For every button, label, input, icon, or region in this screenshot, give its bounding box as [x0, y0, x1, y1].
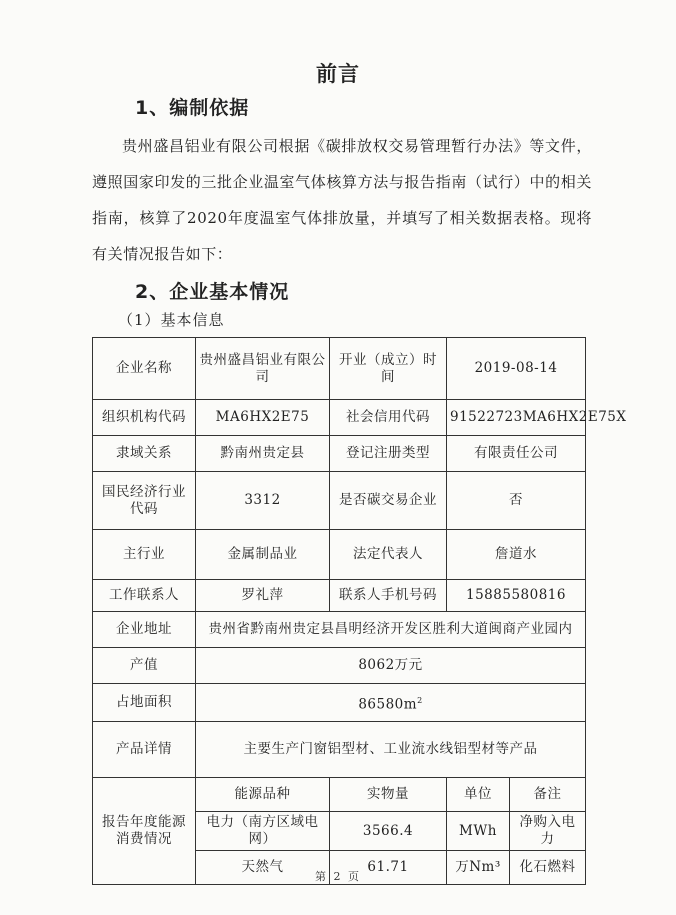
- energy-header-type: 能源品种: [196, 778, 330, 812]
- phone-value: 15885580816: [447, 580, 586, 612]
- founded-value: 2019-08-14: [447, 338, 586, 400]
- page-number: 2: [333, 870, 343, 883]
- energy-header-amount: 实物量: [330, 778, 447, 812]
- phone-label: 联系人手机号码: [330, 580, 447, 612]
- energy-note: 化石燃料: [510, 851, 586, 885]
- page-footer: [0, 868, 676, 884]
- table-row: [93, 436, 586, 472]
- subsection-heading: （1）基本信息: [118, 311, 225, 329]
- company-info-table: [92, 337, 627, 885]
- table-row: [93, 580, 586, 612]
- main-industry-label: 主行业: [93, 530, 196, 580]
- industry-code-label: 国民经济行业代码: [93, 472, 196, 530]
- table-row: [93, 400, 586, 436]
- table-row: [93, 472, 586, 530]
- energy-amount: 61.71: [330, 851, 447, 885]
- energy-label: 报告年度能源消费情况: [93, 778, 196, 885]
- table-row: [93, 648, 586, 684]
- energy-unit: 万Nm³: [447, 851, 510, 885]
- section-heading-company: 2、企业基本情况: [135, 281, 290, 303]
- credit-code-value: 91522723MA6HX2E75X: [447, 400, 586, 436]
- output-label: 产值: [93, 648, 196, 684]
- energy-header-unit: 单位: [447, 778, 510, 812]
- output-value: 8062万元: [196, 648, 586, 684]
- section-heading-basis: 1、编制依据: [135, 97, 250, 119]
- contact-label: 工作联系人: [93, 580, 196, 612]
- carbon-trade-label: 是否碳交易企业: [330, 472, 447, 530]
- area-label: 占地面积: [93, 684, 196, 722]
- main-industry-value: 金属制品业: [196, 530, 330, 580]
- reg-type-label: 登记注册类型: [330, 436, 447, 472]
- products-label: 产品详情: [93, 722, 196, 778]
- products-value: 主要生产门窗铝型材、工业流水线铝型材等产品: [196, 722, 586, 778]
- carbon-trade-value: 否: [447, 472, 586, 530]
- org-code-label: 组织机构代码: [93, 400, 196, 436]
- area-value: 86580m: [358, 696, 418, 713]
- energy-unit: MWh: [447, 812, 510, 851]
- area-cell: [196, 684, 586, 722]
- reg-type-value: 有限责任公司: [447, 436, 586, 472]
- company-name-value: 贵州盛昌铝业有限公司: [196, 338, 330, 400]
- company-name-label: 企业名称: [93, 338, 196, 400]
- basis-paragraph: 贵州盛昌铝业有限公司根据《碳排放权交易管理暂行办法》等文件，遵照国家印发的三批企业温室气体核算方法与报告指南（试行）中的相关指南，核算了2020年度温室气体排放量，并填写了相关数据表格。现将有关情况报告如下：: [92, 137, 592, 263]
- org-code-value: MA6HX2E75: [196, 400, 330, 436]
- credit-code-label: 社会信用代码: [330, 400, 447, 436]
- footer-prefix: 第: [315, 870, 328, 883]
- founded-label: 开业（成立）时间: [330, 338, 447, 400]
- table-row: [93, 722, 586, 778]
- address-value: 贵州省黔南州贵定县昌明经济开发区胜利大道闽商产业园内: [196, 612, 586, 648]
- jurisdiction-label: 隶域关系: [93, 436, 196, 472]
- industry-code-value: 3312: [196, 472, 330, 530]
- footer-suffix: 页: [348, 870, 361, 883]
- table-row: [93, 684, 586, 722]
- address-label: 企业地址: [93, 612, 196, 648]
- page-title: 前言: [316, 62, 360, 86]
- energy-type: 天然气: [196, 851, 330, 885]
- energy-type: 电力（南方区域电网）: [196, 812, 330, 851]
- legal-rep-value: 詹道水: [447, 530, 586, 580]
- table-row: [93, 612, 586, 648]
- energy-note: 净购入电力: [510, 812, 586, 851]
- table-row: [93, 338, 586, 400]
- table-row: [93, 530, 586, 580]
- energy-header-note: 备注: [510, 778, 586, 812]
- energy-amount: 3566.4: [330, 812, 447, 851]
- contact-value: 罗礼萍: [196, 580, 330, 612]
- legal-rep-label: 法定代表人: [330, 530, 447, 580]
- jurisdiction-value: 黔南州贵定县: [196, 436, 330, 472]
- area-superscript: 2: [417, 695, 423, 705]
- table-row: [93, 778, 586, 812]
